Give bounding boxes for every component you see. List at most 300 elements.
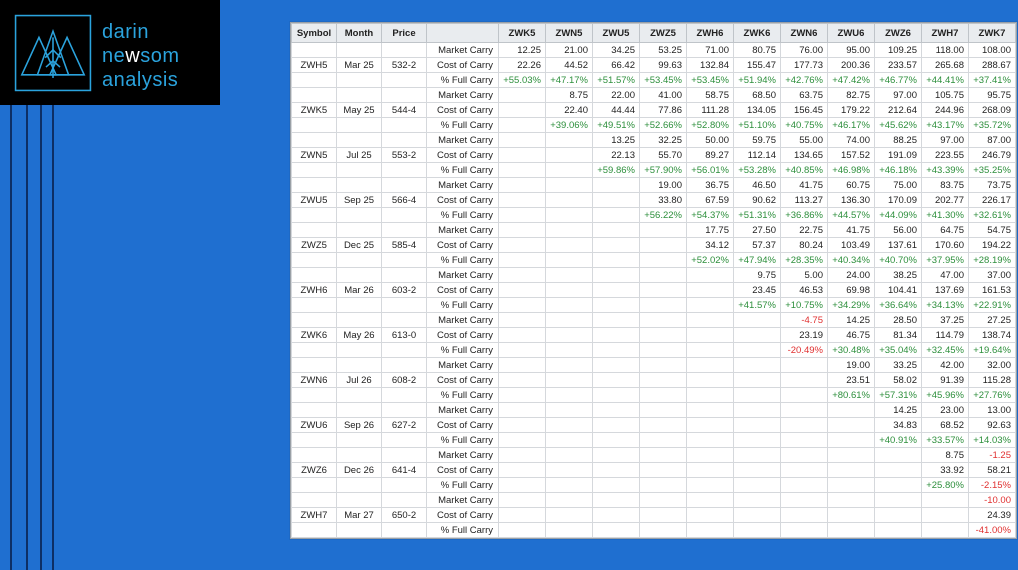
cell-value (734, 478, 781, 493)
cell-value (546, 373, 593, 388)
cell-value (875, 478, 922, 493)
cell-value: 104.41 (875, 283, 922, 298)
cell-price (382, 43, 427, 58)
cell-value (640, 433, 687, 448)
table-row (292, 328, 1016, 343)
cell-value (593, 208, 640, 223)
cell-month: Jul 25 (337, 148, 382, 163)
cell-value: +52.66% (640, 118, 687, 133)
cell-value (687, 343, 734, 358)
cell-value (640, 343, 687, 358)
cell-value: 92.63 (969, 418, 1016, 433)
cell-value: 177.73 (781, 58, 828, 73)
cell-value: 81.34 (875, 328, 922, 343)
cell-value: 68.52 (922, 418, 969, 433)
cell-value (499, 358, 546, 373)
cell-value: +41.57% (734, 298, 781, 313)
cell-price (382, 223, 427, 238)
cell-value: 194.22 (969, 238, 1016, 253)
cell-value (687, 298, 734, 313)
cell-value (640, 448, 687, 463)
cell-value (781, 493, 828, 508)
cell-value: 23.19 (781, 328, 828, 343)
table-row (292, 223, 1016, 238)
cell-price: 544-4 (382, 103, 427, 118)
cell-value (499, 313, 546, 328)
cell-price (382, 493, 427, 508)
cell-value: 46.75 (828, 328, 875, 343)
cell-value: 24.39 (969, 508, 1016, 523)
cell-value (875, 493, 922, 508)
cell-value: 22.00 (593, 88, 640, 103)
cell-symbol: ZWU6 (292, 418, 337, 433)
cell-value: 47.00 (922, 268, 969, 283)
cell-value (875, 448, 922, 463)
cell-value (499, 253, 546, 268)
cell-value (546, 208, 593, 223)
cell-month (337, 388, 382, 403)
table-row (292, 253, 1016, 268)
cell-value: 87.00 (969, 133, 1016, 148)
cell-month (337, 208, 382, 223)
table-row (292, 448, 1016, 463)
cell-value (640, 238, 687, 253)
cell-value (593, 463, 640, 478)
cell-value: 53.25 (640, 43, 687, 58)
cell-value: +52.80% (687, 118, 734, 133)
cell-value: 68.50 (734, 88, 781, 103)
cell-value (546, 193, 593, 208)
cell-value: 200.36 (828, 58, 875, 73)
cell-value: 265.68 (922, 58, 969, 73)
cell-row-label: Market Carry (427, 358, 499, 373)
cell-value (499, 118, 546, 133)
cell-value: 21.00 (546, 43, 593, 58)
cell-price (382, 343, 427, 358)
cell-value: 8.75 (546, 88, 593, 103)
cell-value: 157.52 (828, 148, 875, 163)
cell-value: 50.00 (687, 133, 734, 148)
cell-value (593, 298, 640, 313)
cell-value: 115.28 (969, 373, 1016, 388)
cell-month (337, 298, 382, 313)
cell-value (546, 388, 593, 403)
cell-value (781, 508, 828, 523)
cell-value: 44.44 (593, 103, 640, 118)
cell-value: +45.96% (922, 388, 969, 403)
cell-row-label: Cost of Carry (427, 373, 499, 388)
cell-value: +53.28% (734, 163, 781, 178)
table-row (292, 193, 1016, 208)
cell-value: 105.75 (922, 88, 969, 103)
table-row (292, 238, 1016, 253)
cell-value (499, 178, 546, 193)
table-row (292, 58, 1016, 73)
cell-symbol (292, 88, 337, 103)
vertical-rule (52, 105, 54, 570)
cell-value: 27.50 (734, 223, 781, 238)
cell-value (781, 478, 828, 493)
cell-month (337, 433, 382, 448)
cell-value (546, 148, 593, 163)
cell-value (828, 418, 875, 433)
cell-value (734, 328, 781, 343)
cell-value: 54.75 (969, 223, 1016, 238)
cell-value: +39.06% (546, 118, 593, 133)
cell-value (875, 463, 922, 478)
cell-value: 23.51 (828, 373, 875, 388)
cell-value: +80.61% (828, 388, 875, 403)
logo-mark-icon (14, 14, 92, 92)
cell-value: 33.80 (640, 193, 687, 208)
cell-value (546, 238, 593, 253)
cell-value (593, 328, 640, 343)
cell-symbol (292, 178, 337, 193)
cell-value: 136.30 (828, 193, 875, 208)
cell-row-label: Market Carry (427, 403, 499, 418)
cell-value (640, 523, 687, 538)
cell-value (593, 313, 640, 328)
cell-value (499, 88, 546, 103)
cell-value: 33.25 (875, 358, 922, 373)
cell-price (382, 88, 427, 103)
cell-row-label: % Full Carry (427, 478, 499, 493)
cell-value: 191.09 (875, 148, 922, 163)
cell-symbol (292, 223, 337, 238)
cell-month (337, 43, 382, 58)
cell-value: +51.10% (734, 118, 781, 133)
cell-value (734, 388, 781, 403)
cell-value (593, 523, 640, 538)
column-header-zwk7: ZWK7 (969, 24, 1016, 43)
cell-price (382, 448, 427, 463)
cell-value (593, 508, 640, 523)
cell-value: 95.75 (969, 88, 1016, 103)
cell-value: 58.21 (969, 463, 1016, 478)
cell-value: +43.17% (922, 118, 969, 133)
cell-row-label: Cost of Carry (427, 58, 499, 73)
cell-value (546, 298, 593, 313)
cell-value (546, 283, 593, 298)
table-row (292, 418, 1016, 433)
cell-value (499, 103, 546, 118)
cell-value (687, 478, 734, 493)
cell-value: 22.75 (781, 223, 828, 238)
cell-value (828, 478, 875, 493)
carry-table (291, 23, 1016, 538)
column-header-zwh6: ZWH6 (687, 24, 734, 43)
table-row (292, 388, 1016, 403)
cell-value: 170.60 (922, 238, 969, 253)
cell-month: Dec 25 (337, 238, 382, 253)
cell-value: 161.53 (969, 283, 1016, 298)
cell-value: 42.00 (922, 358, 969, 373)
cell-symbol (292, 523, 337, 538)
cell-symbol (292, 478, 337, 493)
cell-value: +57.31% (875, 388, 922, 403)
cell-value (734, 448, 781, 463)
cell-value (687, 433, 734, 448)
cell-value (687, 388, 734, 403)
cell-symbol (292, 343, 337, 358)
cell-value (499, 133, 546, 148)
cell-value: -1.25 (969, 448, 1016, 463)
cell-value (546, 403, 593, 418)
cell-value (734, 313, 781, 328)
cell-value: 179.22 (828, 103, 875, 118)
table-row (292, 313, 1016, 328)
cell-value (828, 463, 875, 478)
cell-value: +47.42% (828, 73, 875, 88)
cell-value: 71.00 (687, 43, 734, 58)
cell-value: +28.19% (969, 253, 1016, 268)
table-row (292, 43, 1016, 58)
cell-value (828, 403, 875, 418)
cell-value: 95.00 (828, 43, 875, 58)
cell-value: +55.03% (499, 73, 546, 88)
cell-value (546, 523, 593, 538)
cell-value (734, 493, 781, 508)
cell-month (337, 343, 382, 358)
cell-value (499, 448, 546, 463)
cell-price: 566-4 (382, 193, 427, 208)
cell-value: 134.05 (734, 103, 781, 118)
cell-month (337, 403, 382, 418)
cell-value (499, 328, 546, 343)
cell-price: 613-0 (382, 328, 427, 343)
cell-value: +56.01% (687, 163, 734, 178)
column-header-zwz5: ZWZ5 (640, 24, 687, 43)
table-row (292, 118, 1016, 133)
cell-value (499, 403, 546, 418)
cell-value: 134.65 (781, 148, 828, 163)
cell-value: 97.00 (875, 88, 922, 103)
cell-row-label: Cost of Carry (427, 508, 499, 523)
column-header-zwk6: ZWK6 (734, 24, 781, 43)
logo-line-2 (102, 44, 180, 68)
cell-value (687, 313, 734, 328)
cell-price (382, 478, 427, 493)
cell-symbol: ZWZ5 (292, 238, 337, 253)
cell-value: 74.00 (828, 133, 875, 148)
cell-symbol (292, 298, 337, 313)
cell-value: +44.09% (875, 208, 922, 223)
cell-month (337, 448, 382, 463)
cell-symbol (292, 268, 337, 283)
cell-price (382, 163, 427, 178)
cell-value (687, 358, 734, 373)
cell-value (499, 508, 546, 523)
cell-symbol (292, 73, 337, 88)
cell-row-label: Market Carry (427, 178, 499, 193)
cell-value (828, 493, 875, 508)
cell-value: 23.00 (922, 403, 969, 418)
cell-value: 155.47 (734, 58, 781, 73)
table-row (292, 298, 1016, 313)
table-body (292, 43, 1016, 538)
table-row (292, 283, 1016, 298)
cell-value: 41.00 (640, 88, 687, 103)
cell-value: 34.83 (875, 418, 922, 433)
cell-price: 627-2 (382, 418, 427, 433)
cell-value: 13.25 (593, 133, 640, 148)
cell-price (382, 523, 427, 538)
cell-row-label: Market Carry (427, 43, 499, 58)
cell-value: -2.15% (969, 478, 1016, 493)
cell-value (734, 508, 781, 523)
cell-value: 33.92 (922, 463, 969, 478)
cell-value: 108.00 (969, 43, 1016, 58)
cell-value: 46.53 (781, 283, 828, 298)
cell-value: 56.00 (875, 223, 922, 238)
cell-value: 114.79 (922, 328, 969, 343)
cell-value (546, 508, 593, 523)
cell-value: 91.39 (922, 373, 969, 388)
cell-month (337, 478, 382, 493)
cell-value: +47.17% (546, 73, 593, 88)
cell-value: -20.49% (781, 343, 828, 358)
cell-value (546, 493, 593, 508)
table-row (292, 478, 1016, 493)
cell-value: +51.31% (734, 208, 781, 223)
cell-value (875, 523, 922, 538)
cell-row-label: % Full Carry (427, 298, 499, 313)
cell-value: +46.18% (875, 163, 922, 178)
logo-wordmark (102, 20, 180, 92)
cell-value: +46.17% (828, 118, 875, 133)
cell-value (499, 148, 546, 163)
cell-value (499, 268, 546, 283)
cell-value: 89.27 (687, 148, 734, 163)
cell-value (640, 478, 687, 493)
cell-value (546, 418, 593, 433)
cell-value (781, 448, 828, 463)
cell-value (546, 133, 593, 148)
cell-value (687, 463, 734, 478)
cell-value (593, 493, 640, 508)
cell-month (337, 163, 382, 178)
cell-symbol: ZWH6 (292, 283, 337, 298)
cell-value (734, 373, 781, 388)
cell-value (593, 253, 640, 268)
cell-value: 118.00 (922, 43, 969, 58)
cell-value (593, 193, 640, 208)
cell-value: +57.90% (640, 163, 687, 178)
cell-symbol (292, 253, 337, 268)
cell-value (687, 283, 734, 298)
cell-value: +52.02% (687, 253, 734, 268)
logo-line-2b: w (125, 45, 141, 67)
cell-value: 132.84 (687, 58, 734, 73)
cell-price (382, 388, 427, 403)
cell-row-label: Market Carry (427, 493, 499, 508)
cell-value (922, 508, 969, 523)
cell-value (640, 328, 687, 343)
cell-row-label: Market Carry (427, 88, 499, 103)
cell-price (382, 178, 427, 193)
cell-value (546, 328, 593, 343)
cell-value (734, 418, 781, 433)
cell-value: 75.00 (875, 178, 922, 193)
column-header-price: Price (382, 24, 427, 43)
cell-symbol: ZWN5 (292, 148, 337, 163)
cell-symbol (292, 493, 337, 508)
cell-value (499, 208, 546, 223)
cell-value: +53.45% (640, 73, 687, 88)
cell-month: Sep 26 (337, 418, 382, 433)
cell-value: 19.00 (828, 358, 875, 373)
cell-value (593, 433, 640, 448)
cell-value: 22.13 (593, 148, 640, 163)
cell-value: -10.00 (969, 493, 1016, 508)
cell-value: 66.42 (593, 58, 640, 73)
cell-value (640, 298, 687, 313)
cell-value (593, 223, 640, 238)
cell-value (828, 448, 875, 463)
column-header-zwh7: ZWH7 (922, 24, 969, 43)
cell-value (499, 478, 546, 493)
cell-value: 60.75 (828, 178, 875, 193)
cell-value: +32.45% (922, 343, 969, 358)
cell-symbol: ZWZ6 (292, 463, 337, 478)
table-row (292, 148, 1016, 163)
cell-month (337, 253, 382, 268)
cell-value: 19.00 (640, 178, 687, 193)
table-row (292, 133, 1016, 148)
cell-row-label: % Full Carry (427, 253, 499, 268)
cell-row-label: Cost of Carry (427, 193, 499, 208)
cell-value (546, 343, 593, 358)
cell-value: 99.63 (640, 58, 687, 73)
cell-value: +35.04% (875, 343, 922, 358)
cell-value (687, 418, 734, 433)
table-row (292, 268, 1016, 283)
logo-line-2c: som (140, 45, 180, 67)
cell-value (922, 523, 969, 538)
table-row (292, 178, 1016, 193)
cell-month: Mar 27 (337, 508, 382, 523)
cell-value (734, 433, 781, 448)
cell-month (337, 493, 382, 508)
cell-symbol (292, 43, 337, 58)
cell-row-label: Market Carry (427, 133, 499, 148)
cell-value: 76.00 (781, 43, 828, 58)
cell-value (593, 418, 640, 433)
cell-price (382, 298, 427, 313)
cell-value: +25.80% (922, 478, 969, 493)
cell-value: +45.62% (875, 118, 922, 133)
cell-month (337, 133, 382, 148)
carry-table-card (290, 22, 1017, 539)
cell-symbol (292, 358, 337, 373)
cell-value (781, 418, 828, 433)
cell-month: Mar 26 (337, 283, 382, 298)
cell-value: 14.25 (875, 403, 922, 418)
cell-value: +41.30% (922, 208, 969, 223)
cell-value (546, 253, 593, 268)
cell-price (382, 313, 427, 328)
cell-value: 34.12 (687, 238, 734, 253)
table-row (292, 373, 1016, 388)
cell-value: 88.25 (875, 133, 922, 148)
cell-value: 34.25 (593, 43, 640, 58)
cell-value (593, 238, 640, 253)
cell-month (337, 223, 382, 238)
cell-value: +37.95% (922, 253, 969, 268)
cell-row-label: Cost of Carry (427, 418, 499, 433)
cell-value: 59.75 (734, 133, 781, 148)
cell-value: 58.75 (687, 88, 734, 103)
